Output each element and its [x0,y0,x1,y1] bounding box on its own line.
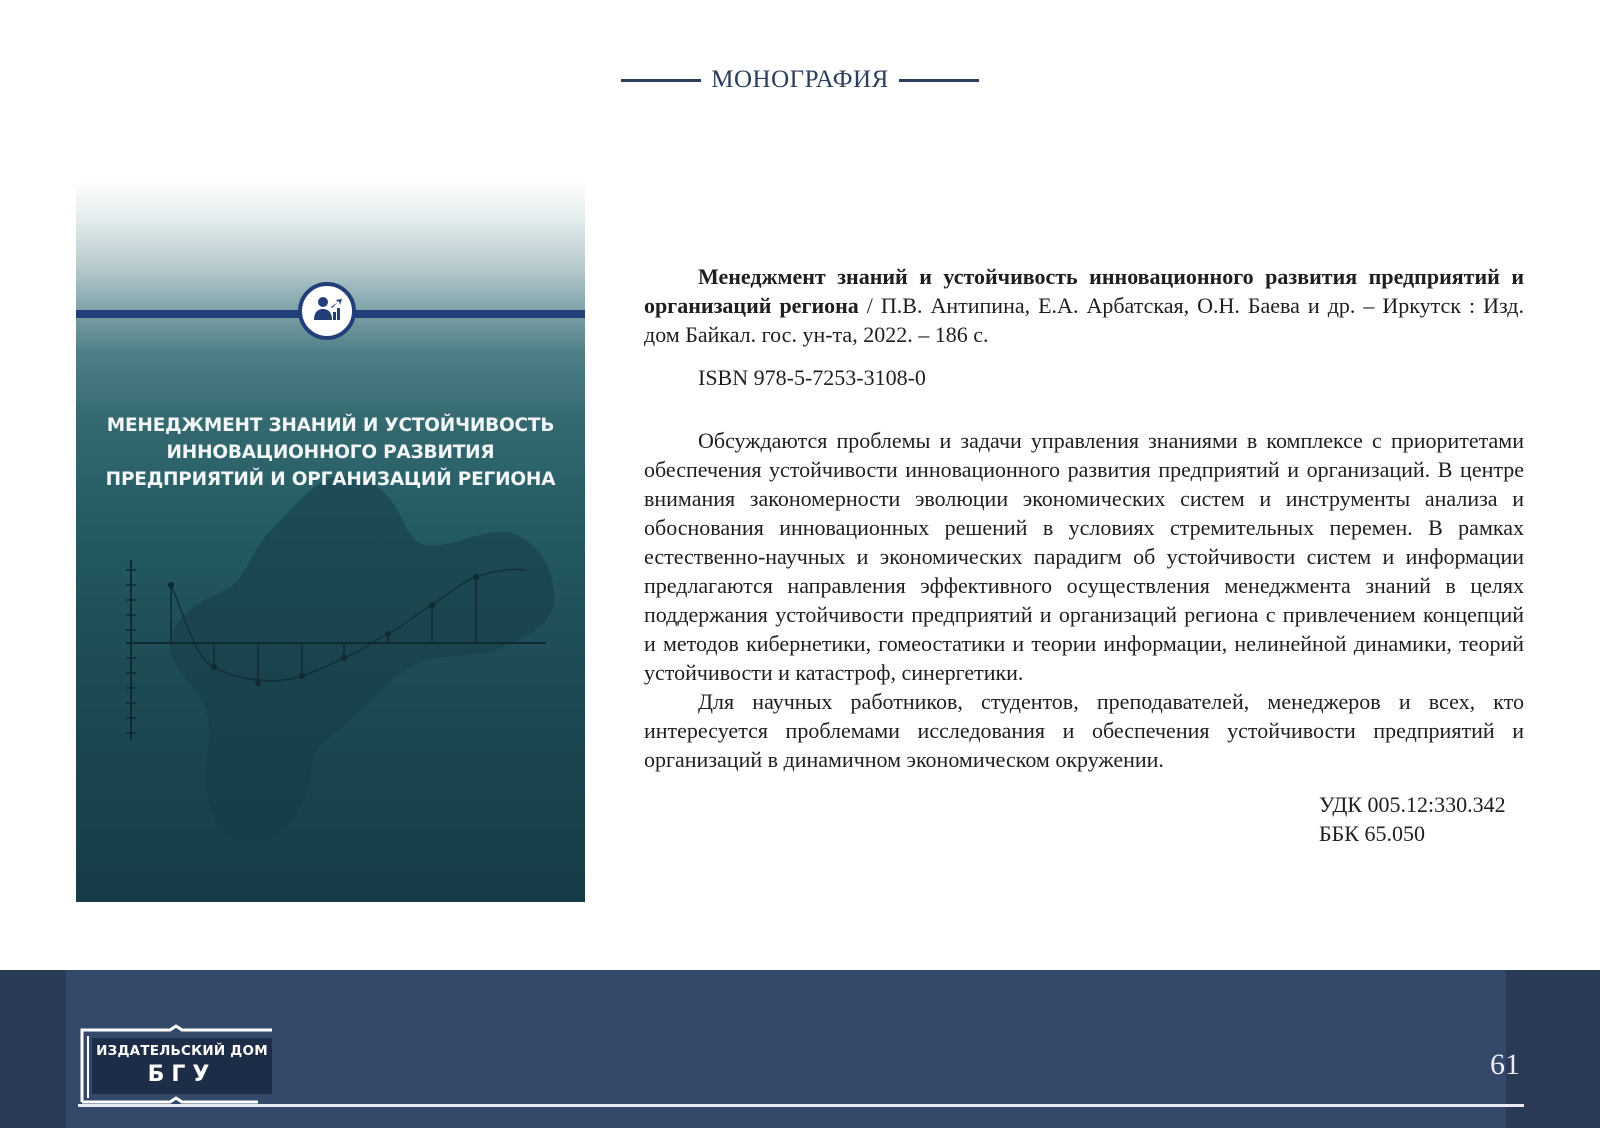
book-title: Менеджмент знаний и устойчивость инновационного развития предприятий и организаций региона [644,264,1524,318]
bbk-code: ББК 65.050 [1319,821,1425,846]
logo-plate [92,1038,272,1094]
footer-rule [78,1104,1524,1107]
cover-title-line: МЕНЕДЖМЕНТ ЗНАНИЙ И УСТОЙЧИВОСТЬ [106,415,555,436]
udc-code: УДК 005.12:330.342 [1319,792,1506,817]
header-rule-left [621,79,701,82]
abstract: Обсуждаются проблемы и задачи управления знаниями в комплексе с приоритетами обеспечения устойчивости инновационного развития предприятий и организаций. В центре внимания закономерности эволюции экономических систем и инструменты анализа и обоснования инновационных решений в условиях стремительных перемен. В рамках естественно-научных и экономических парадигм об устойчивости систем и информации предлагаются направления эффективного осуществления менеджмента знаний в целях поддержания устойчивости предприятий и организаций региона с привлечением концепций и методов кибернетики, гомеостатики и теории информации, нелинейной динамики, теорий устойчивости и катастроф, синергетики. [644,428,1524,685]
page-number: 61 [1490,1048,1520,1081]
manager-growth-chart-icon [298,282,356,340]
cover-title-line: ПРЕДПРИЯТИЙ И ОРГАНИЗАЦИЙ РЕГИОНА [105,469,556,490]
publisher-logo [78,1024,276,1104]
cover-title [76,412,585,493]
region-map-silhouette [170,476,554,845]
header-rule-right [899,79,979,82]
logo-publisher-label: ИЗДАТЕЛЬСКИЙ ДОМ [96,1043,268,1059]
isbn: ISBN 978-5-7253-3108-0 [698,365,926,390]
cover-title-line: ИННОВАЦИОННОГО РАЗВИТИЯ [166,442,495,463]
section-header [0,66,1600,94]
citation [644,262,1524,349]
bibliographic-entry [644,262,1524,774]
section-label: МОНОГРАФИЯ [711,66,889,93]
logo-university-label: БГУ [147,1062,217,1087]
book-cover [76,180,585,902]
classification-codes [1319,790,1506,848]
audience-note: Для научных работников, студентов, преподавателей, менеджеров и всех, кто интересуется проблемами исследования и обеспечения устойчивости предприятий и организаций в динамичном экономическом окружении. [644,689,1524,772]
citation-details: / П.В. Антипина, Е.А. Арбатская, О.Н. Баева и др. – Иркутск : Изд. дом Байкал. гос. ун-та, 2022. – 186 с. [644,293,1524,347]
